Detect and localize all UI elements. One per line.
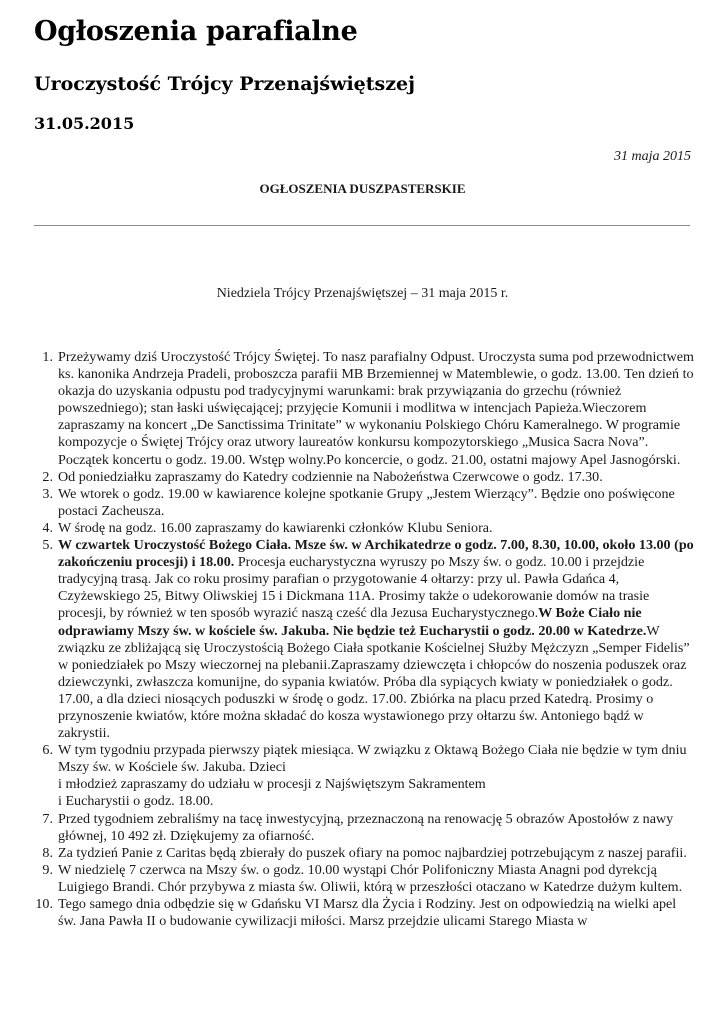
item-number: 3. — [42, 485, 53, 502]
page-subtitle: Uroczystość Trójcy Przenajświętszej — [34, 73, 415, 95]
list-item — [42, 537, 696, 742]
item-number: 9. — [42, 861, 53, 878]
item-bold-text: W czwartek Uroczystość Bożego Ciała. Msze św. w Archikatedrze o godz. 7.00, 8.30, 10.00, około 13.00 (po zakończeniu procesji) i 18.00. — [58, 537, 694, 571]
item-number: 8. — [42, 844, 53, 861]
item-number: 2. — [42, 468, 53, 485]
item-text: Tego samego dnia odbędzie się w Gdańsku VI Marsz dla Życia i Rodziny. Jest on odpowiedzią na wielki apel św. Jana Pawła II o budowanie cywilizacji miłości. Marsz przejdzie ulicami Starego Miasta w — [58, 896, 677, 930]
date-heading: 31.05.2015 — [34, 114, 135, 133]
item-number: 5. — [42, 537, 53, 554]
list-item — [42, 468, 696, 486]
item-text: Od poniedziałku zapraszamy do Katedry codziennie na Nabożeństwa Czerwcowe o godz. 17.30. — [58, 468, 603, 485]
item-number: 4. — [42, 519, 53, 536]
item-text: W niedzielę 7 czerwca na Mszy św. o godz. 10.00 wystąpi Chór Polifoniczny Miasta Anagni pod dyrekcją Luigiego Brandi. Chór przybywa z miasta św. Oliwii, którą w przeszłości otaczano w Katedrze dużym kultem. — [58, 861, 683, 895]
item-text: W tym tygodniu przypada pierwszy piątek miesiąca. W związku z Oktawą Bożego Ciała nie będzie w tym dniu Mszy św. w Kościele św. Jakuba. Dzieci — [58, 742, 687, 776]
section-heading: OGŁOSZENIA DUSZPASTERSKIE — [259, 181, 466, 196]
list-item — [42, 519, 696, 537]
item-number: 1. — [42, 349, 53, 365]
published-date: 31 maja 2015 — [614, 149, 691, 164]
item-text: Za tydzień Panie z Caritas będą zbierały do puszek ofiary na pomoc najbardziej potrzebującym z naszej parafii. — [58, 844, 687, 861]
item-text: Przed tygodniem zebraliśmy na tacę inwestycyjną, przeznaczoną na renowację 5 obrazów Apostołów z nawy głównej, 10 492 zł. Dziękujemy za ofiarność. — [58, 810, 674, 844]
item-bold-text: W Boże Ciało nie odprawiamy Mszy św. w kościele św. Jakuba. Nie będzie też Eucharystii o godz. 20.00 w Katedrze. — [58, 605, 647, 639]
item-number: 7. — [42, 810, 53, 827]
item-text: i Eucharystii o godz. 18.00. — [58, 793, 214, 810]
item-text: i młodzież zapraszamy do udziału w procesji z Najświętszym Sakramentem — [58, 776, 486, 793]
announcement-list — [35, 349, 696, 930]
item-number: 6. — [42, 742, 53, 759]
item-text: We wtorek o godz. 19.00 w kawiarence kolejne spotkanie Grupy „Jestem Wierzący”. Będzie ono poświęcone postaci Zacheusza. — [58, 485, 675, 519]
list-item — [42, 810, 696, 845]
list-item — [42, 861, 696, 896]
page-title: Ogłoszenia parafialne — [34, 16, 358, 47]
item-text: W związku ze zbliżającą się Uroczystością Bożego Ciała spotkanie Kościelnej Służby Mężczyzn „Semper Fidelis” w poniedziałek po Mszy wieczornej na plebanii.Zapraszamy dziewczęta i chłopców do noszenia poduszek oraz dziewczynki, zwłaszcza komunijne, do sypania kwiatów. Próba dla sypiących kwiaty w poniedziałek o godz. 17.00, a dla dzieci niosących poduszki w środę o godz. 17.00. Zbiórka na placu przed Katedrą. Prosimy o przynoszenie kwiatów, które można składać do kosza wystawionego przy ołtarzu św. Antoniego bądź w zakrystii. — [58, 622, 690, 742]
intro-line: Niedziela Trójcy Przenajświętszej – 31 maja 2015 r. — [216, 286, 509, 301]
list-item — [42, 742, 696, 810]
item-number: 10. — [35, 896, 53, 912]
horizontal-divider — [34, 225, 690, 226]
list-item — [42, 485, 696, 520]
item-text: W środę na godz. 16.00 zapraszamy do kawiarenki członków Klubu Seniora. — [58, 519, 493, 536]
item-text: Przeżywamy dziś Uroczystość Trójcy Świętej. To nasz parafialny Odpust. Uroczysta suma pod przewodnictwem ks. kanonika Andrzeja Pradeli, proboszcza parafii MB Brzemiennej w Matemblewie, o godz. 13.00. Ten dzień to okazja do uzyskania odpustu pod tradycyjnymi warunkami: brak przywiązania do grzechu (również powszedniego); stan łaski uświęcającej; przyjęcie Komunii i modlitwa w intencjach Papieża.Wieczorem zapraszamy na koncert „De Sanctissima Trinitate” w wykonaniu Polskiego Chóru Kameralnego. W programie kompozycje o Świętej Trójcy oraz utwory laureatów konkursu kompozytorskiego „Musica Sacra Nova”. Początek koncertu o godz. 19.00. Wstęp wolny.Po koncercie, o godz. 21.00, ostatni majowy Apel Jasnogórski. — [58, 349, 694, 468]
list-item — [42, 349, 696, 469]
list-item — [35, 896, 696, 930]
item-text: Procesja eucharystyczna wyruszy po Mszy św. o godz. 10.00 i przejdzie tradycyjną trasą. Jak co roku prosimy parafian o przygotowanie 4 ołtarzy: przy ul. Pawła Gdańca 4, Czyżewskiego 25, Bitwy Oliwskiej 15 i Dickmana 11A. Prosimy także o udekorowanie domów na trasie procesji, by również w ten sposób wyrazić naszą cześć dla Jezusa Eucharystycznego. — [58, 554, 650, 622]
list-item — [42, 844, 696, 862]
